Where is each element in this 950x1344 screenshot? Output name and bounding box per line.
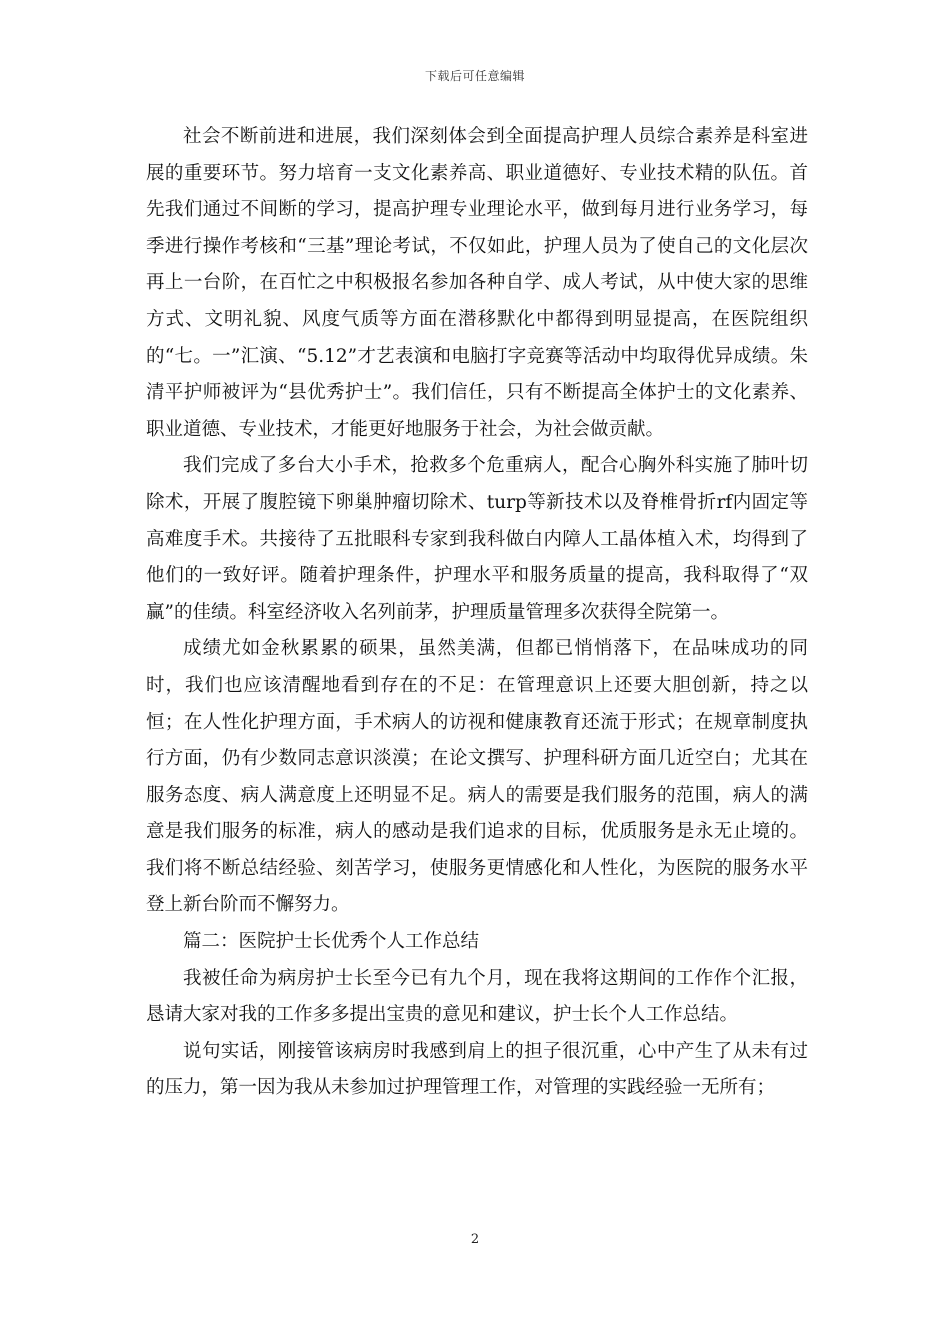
page-header: 下载后可任意编辑 — [424, 69, 525, 83]
paragraph: 社会不断前进和进展，我们深刻体会到全面提高护理人员综合素养是科室进展的重要环节。努力培育一支文化素养高、职业道德好、专业技术精的队伍。首先我们通过不间断的学习，提高护理专业理论水平，做到每月进行业务学习，每季进行操作考核和“三基”理论考试，不仅如此，护理人员为了使自己的文化层次再上一台阶，在百忙之中积极报名参加各种自学、成人考试，从中使大家的思维方式、文明礼貌、风度气质等方面在潜移默化中都得到明显提高，在医院组织的“七。一”汇演、“5.12”才艺表演和电脑打字竞赛等活动中均取得优异成绩。朱清平护师被评为“县优秀护士”。我们信任，只有不断提高全体护士的文化素养、职业道德、专业技术，才能更好地服务于社会，为社会做贡献。 — [146, 126, 808, 440]
paragraph: 成绩尤如金秋累累的硕果，虽然美满，但都已悄悄落下，在品味成功的同时，我们也应该清醒地看到存在的不足：在管理意识上还要大胆创新，持之以恒；在人性化护理方面，手术病人的访视和健康教育还流于形式；在规章制度执行方面，仍有少数同志意识淡漠；在论文撰写、护理科研方面几近空白；尤其在服务态度、病人满意度上还明显不足。病人的需要是我们服务的范围，病人的满意是我们服务的标准，病人的感动是我们追求的目标，优质服务是永无止境的。我们将不断总结经验、刻苦学习，使服务更情感化和人性化，为医院的服务水平登上新台阶而不懈努力。 — [146, 638, 808, 916]
document-body — [146, 119, 808, 1107]
paragraph: 说句实话，刚接管该病房时我感到肩上的担子很沉重，心中产生了从未有过的压力，第一因为我从未参加过护理管理工作，对管理的实践经验一无所有； — [146, 1040, 808, 1099]
paragraph: 我们完成了多台大小手术，抢救多个危重病人，配合心胸外科实施了肺叶切除术，开展了腹腔镜下卵巢肿瘤切除术、turp等新技术以及脊椎骨折rf内固定等高难度手术。共接待了五批眼科专家到我科做白内障人工晶体植入术，均得到了他们的一致好评。随着护理条件，护理水平和服务质量的提高，我科取得了“双赢”的佳绩。科室经济收入名列前茅，护理质量管理多次获得全院第一。 — [146, 455, 808, 623]
paragraph: 我被任命为病房护士长至今已有九个月，现在我将这期间的工作作个汇报，恳请大家对我的工作多多提出宝贵的意见和建议，护士长个人工作总结。 — [146, 967, 808, 1026]
page-number: 2 — [470, 1232, 480, 1247]
section-heading: 篇二：医院护士长优秀个人工作总结 — [183, 931, 480, 953]
